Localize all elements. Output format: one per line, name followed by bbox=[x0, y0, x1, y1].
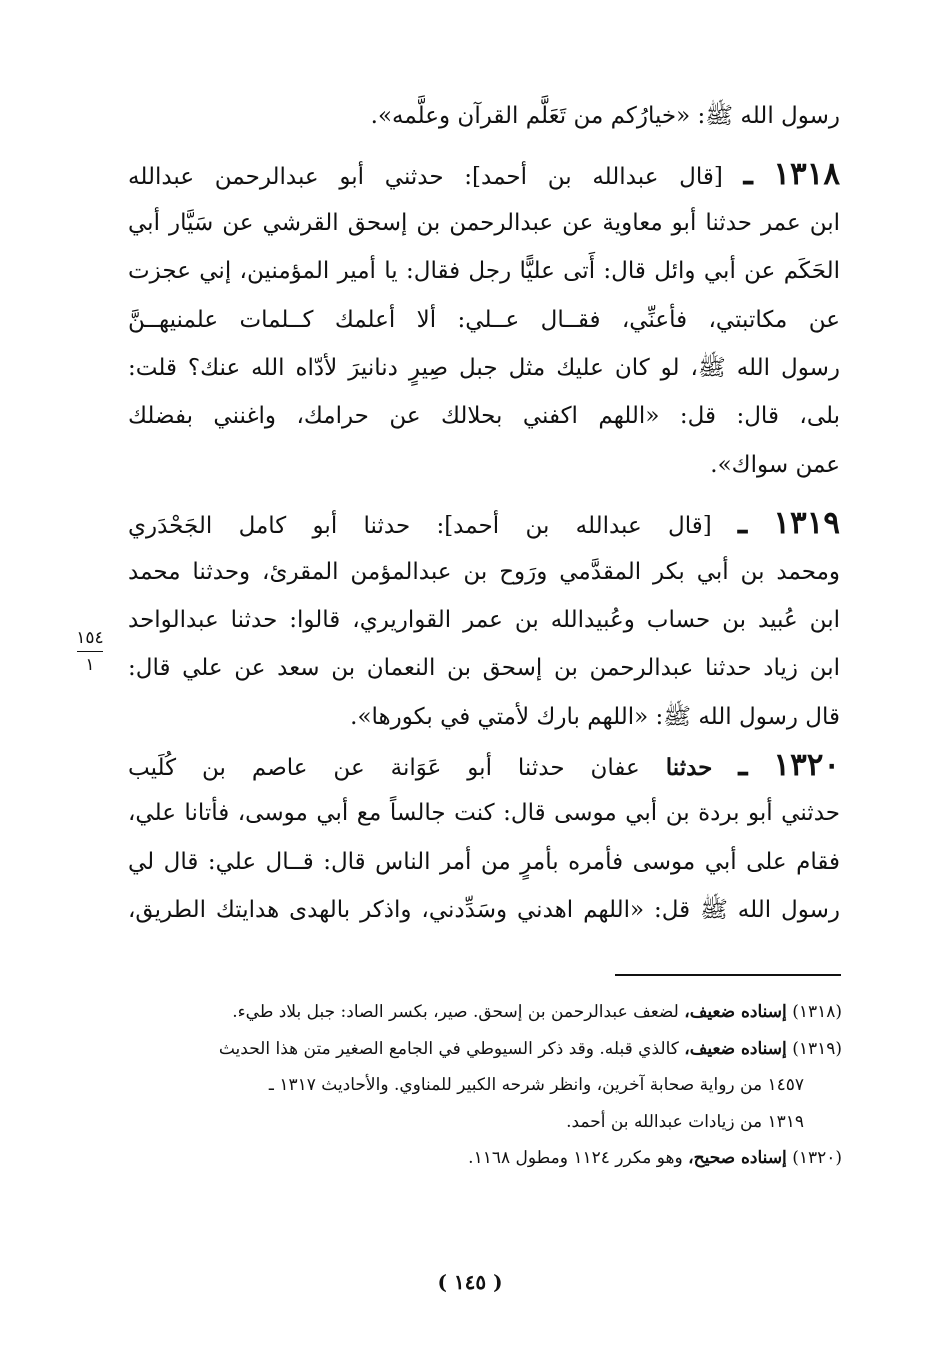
main-text bbox=[128, 92, 840, 935]
text-line: فقام على أبي موسى فأمره بأمرٍ من أمر الناس قال: قــال علي: قال لي bbox=[128, 848, 840, 875]
footnote-ref: (١٣١٨) bbox=[792, 1002, 842, 1022]
footnote-separator bbox=[615, 974, 841, 976]
hadith-1320-heading-line bbox=[128, 741, 840, 789]
footnote-text: كالذي قبله. وقد ذكر السيوطي في الجامع الصغير متن هذا الحديث bbox=[218, 1038, 679, 1059]
hadith-dash: ـ bbox=[738, 505, 748, 542]
margin-note-bottom: ١ bbox=[85, 655, 95, 675]
hadith-heading-text: [قال عبدالله بن أحمد]: حدثنا أبو كامل الجَحْدَري bbox=[128, 513, 712, 540]
footnote-ref: (١٣١٩) bbox=[792, 1038, 842, 1059]
hadith-1318-heading-line bbox=[128, 150, 840, 198]
footnote-grade: إسناده ضعيف، bbox=[684, 1002, 787, 1022]
hadith-number: ١٣١٩ bbox=[773, 505, 840, 542]
page-number: ( ١٤٥ ) bbox=[437, 1270, 503, 1294]
margin-note-top: ١٥٤ bbox=[76, 628, 104, 648]
footnote-grade: إسناده ضعيف، bbox=[684, 1038, 787, 1059]
hadith-1319-heading-line bbox=[128, 499, 840, 547]
text-line: بلى، قال: قل: «اللهم اكفني بحلالك عن حرامك، واغنني بفضلك bbox=[128, 403, 840, 430]
hadith-bold-word: حدثنا bbox=[665, 754, 713, 782]
footnote-text: وهو مكرر ١١٢٤ ومطول ١١٦٨. bbox=[468, 1148, 683, 1168]
text-line: رسول الله ﷺ قل: «اللهم اهدني وسَدِّدني، واذكر بالهدى هدايتك الطريق، bbox=[128, 897, 840, 924]
text-line: رسول الله ﷺ، لو كان عليك مثل جبل صِيرٍ دنانيرَ لأدّاه الله عنك؟ قلت: bbox=[128, 354, 840, 381]
text-line: عمن سواك». bbox=[710, 451, 840, 478]
footnote-1319-line-3: ١٣١٩ من زيادات عبدالله بن أحمد. bbox=[566, 1111, 804, 1132]
text-line: ابن زياد حدثنا عبدالرحمن بن إسحق بن النعمان بن سعد عن علي قال: bbox=[128, 655, 840, 682]
hadith-dash: ـ bbox=[743, 156, 753, 193]
footnotes bbox=[130, 994, 842, 1177]
footnote-text: لضعف عبدالرحمن بن إسحق. صير، بكسر الصاد: جبل بلاد طيء. bbox=[232, 1002, 679, 1022]
hadith-number: ١٣١٨ bbox=[773, 156, 840, 193]
text-line: قال رسول الله ﷺ: «اللهم بارك لأمتي في بكورها». bbox=[350, 703, 840, 730]
margin-volume-page-note bbox=[70, 628, 110, 675]
hadith-heading-text: عفان حدثنا أبو عَوَانة عن عاصم بن كُلَيب bbox=[128, 755, 640, 782]
hadith-dash: ـ bbox=[738, 747, 748, 784]
footnote-1320 bbox=[130, 1140, 842, 1177]
text-line: حدثني أبو بردة بن أبي موسى قال: كنت جالساً مع أبي موسى، فأتانا علي، bbox=[128, 800, 840, 827]
hadith-number: ١٣٢٠ bbox=[773, 747, 840, 784]
text-line: ومحمد بن أبي بكر المقدَّمي ورَوح بن عبدالمؤمن المقرئ، وحدثنا محمد bbox=[128, 558, 840, 585]
footnote-grade: إسناده صحيح، bbox=[688, 1148, 787, 1168]
text-line: رسول الله ﷺ: «خيارُكم من تَعَلَّم القرآن وعلَّمه». bbox=[370, 103, 840, 129]
footnote-1318 bbox=[130, 994, 842, 1031]
text-line: الحَكَم عن أبي وائل قال: أَتى عليًّا رجل فقال: يا أمير المؤمنين، إني عجزت bbox=[128, 258, 840, 285]
text-line: ابن عمر حدثنا أبو معاوية عن عبدالرحمن بن إسحق القرشي عن سَيَّار أبي bbox=[128, 209, 840, 236]
footnote-1319-line-2: ١٤٥٧ من رواية صحابة آخرين، وانظر شرحه الكبير للمناوي. والأحاديث ١٣١٧ ـ bbox=[268, 1075, 804, 1095]
text-line: ابن عُبيد بن حساب وعُبيدالله بن عمر القواريري، قالوا: حدثنا عبدالواحد bbox=[128, 606, 840, 633]
footnote-1319 bbox=[130, 1031, 842, 1068]
text-line: عن مكاتبتي، فأعنِّي، فقــال عــلي: ألا أعلمك كــلمات علمنيهــنَّ bbox=[128, 306, 840, 333]
margin-note-rule bbox=[77, 651, 103, 652]
hadith-heading-text: [قال عبدالله بن أحمد]: حدثني أبو عبدالرحمن عبدالله bbox=[128, 164, 723, 191]
footnote-ref: (١٣٢٠) bbox=[792, 1148, 842, 1168]
